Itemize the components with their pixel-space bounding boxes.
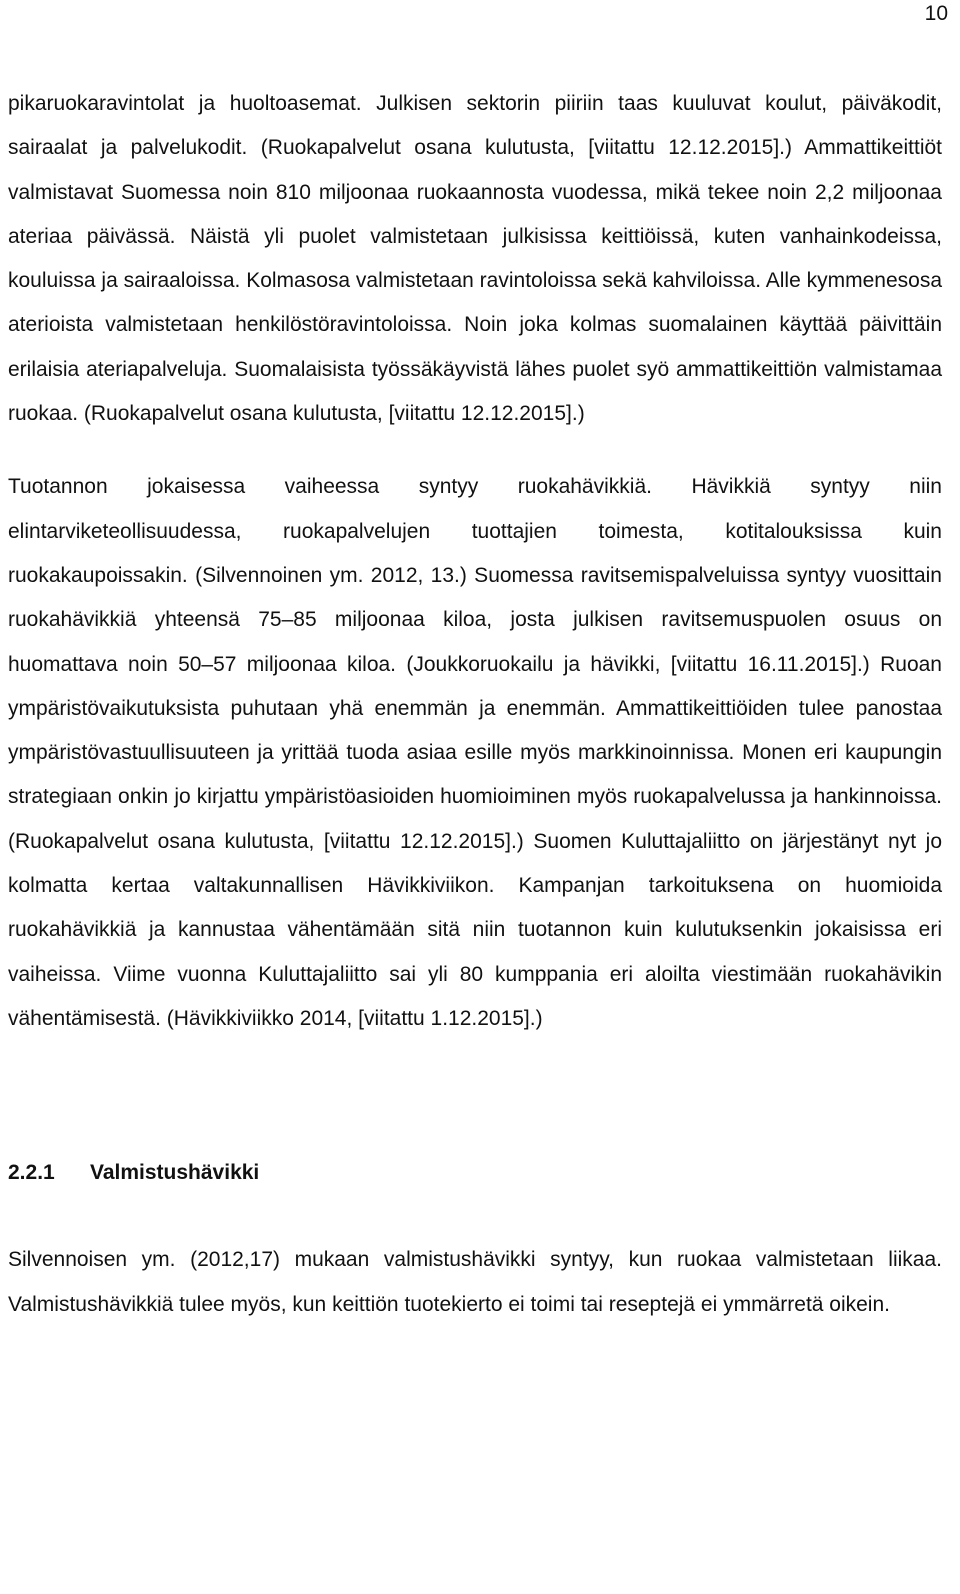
paragraph-food-waste: Tuotannon jokaisessa vaiheessa syntyy ruokahävikkiä. Hävikkiä syntyy niin elintarviketeollisuudessa, ruokapalvelujen tuottajien toimesta, kotitalouksissa kuin ruokakaupoissakin. (Silvennoinen ym. 2012, 13.) Suomessa ravitsemispalveluissa syntyy vuosittain ruokahävikkiä yhteensä 75–85 miljoonaa kiloa, josta julkisen ravitsemuspuolen osuus on huomattava noin 50–57 miljoonaa kiloa. (Joukkoruokailu ja hävikki, [viitattu 16.11.2015].) Ruoan ympäristövaikutuksista puhutaan yhä enemmän ja enemmän. Ammattikeittiöiden tulee panostaa ympäristövastuullisuuteen ja yrittää tuoda asiaa esille myös markkinoinnissa. Monen eri kaupungin strategiaan onkin jo kirjattu ympäristöasioiden huomioiminen myös ruokapalvelussa ja hankinnoissa. (Ruokapalvelut osana kulutusta, [viitattu 12.12.2015].) Suomen Kuluttajaliitto on järjestänyt nyt jo kolmatta kertaa valtakunnallisen Hävikkiviikon. Kampanjan tarkoituksena on huomioida ruokahävikkiä ja kannustaa vähentämään sitä niin tuotannon kuin kulutuksenkin jokaisissa eri vaiheissa. Viime vuonna Kuluttajaliitto sai yli 80 kumppania eri aloilta viestimään ruokahävikin vähentämisestä. (Hävikkiviikko 2014, [viitattu 1.12.2015].) — [8, 475, 942, 1030]
document-body — [8, 82, 942, 1327]
page-number: 10 — [924, 2, 948, 25]
paragraph-production-waste: Silvennoisen ym. (2012,17) mukaan valmistushävikki syntyy, kun ruokaa valmistetaan liikaa. Valmistushävikkiä tulee myös, kun keittiön tuotekierto ei toimi tai reseptejä ei ymmärretä oikein. — [8, 1248, 942, 1316]
section-number: 2.2.1 — [8, 1161, 55, 1185]
section-heading — [8, 1158, 942, 1188]
paragraph-food-service: pikaruokaravintolat ja huoltoasemat. Julkisen sektorin piiriin taas kuuluvat koulut, päiväkodit, sairaalat ja palvelukodit. (Ruokapalvelut osana kulutusta, [viitattu 12.12.2015].) Ammattikeittiöt valmistavat Suomessa noin 810 miljoonaa ruokaannosta vuodessa, mikä tekee noin 2,2 miljoonaa ateriaa päivässä. Näistä yli puolet valmistetaan julkisissa keittiöissä, kuten vanhainkodeissa, kouluissa ja sairaaloissa. Kolmasosa valmistetaan ravintoloissa sekä kahviloissa. Alle kymmenesosa aterioista valmistetaan henkilöstöravintoloissa. Noin joka kolmas suomalainen käyttää päivittäin erilaisia ateriapalveluja. Suomalaisista työssäkäyvistä lähes puolet syö ammattikeittiön valmistamaa ruokaa. (Ruokapalvelut osana kulutusta, [viitattu 12.12.2015].) — [8, 92, 942, 426]
section-title: Valmistushävikki — [90, 1161, 260, 1185]
